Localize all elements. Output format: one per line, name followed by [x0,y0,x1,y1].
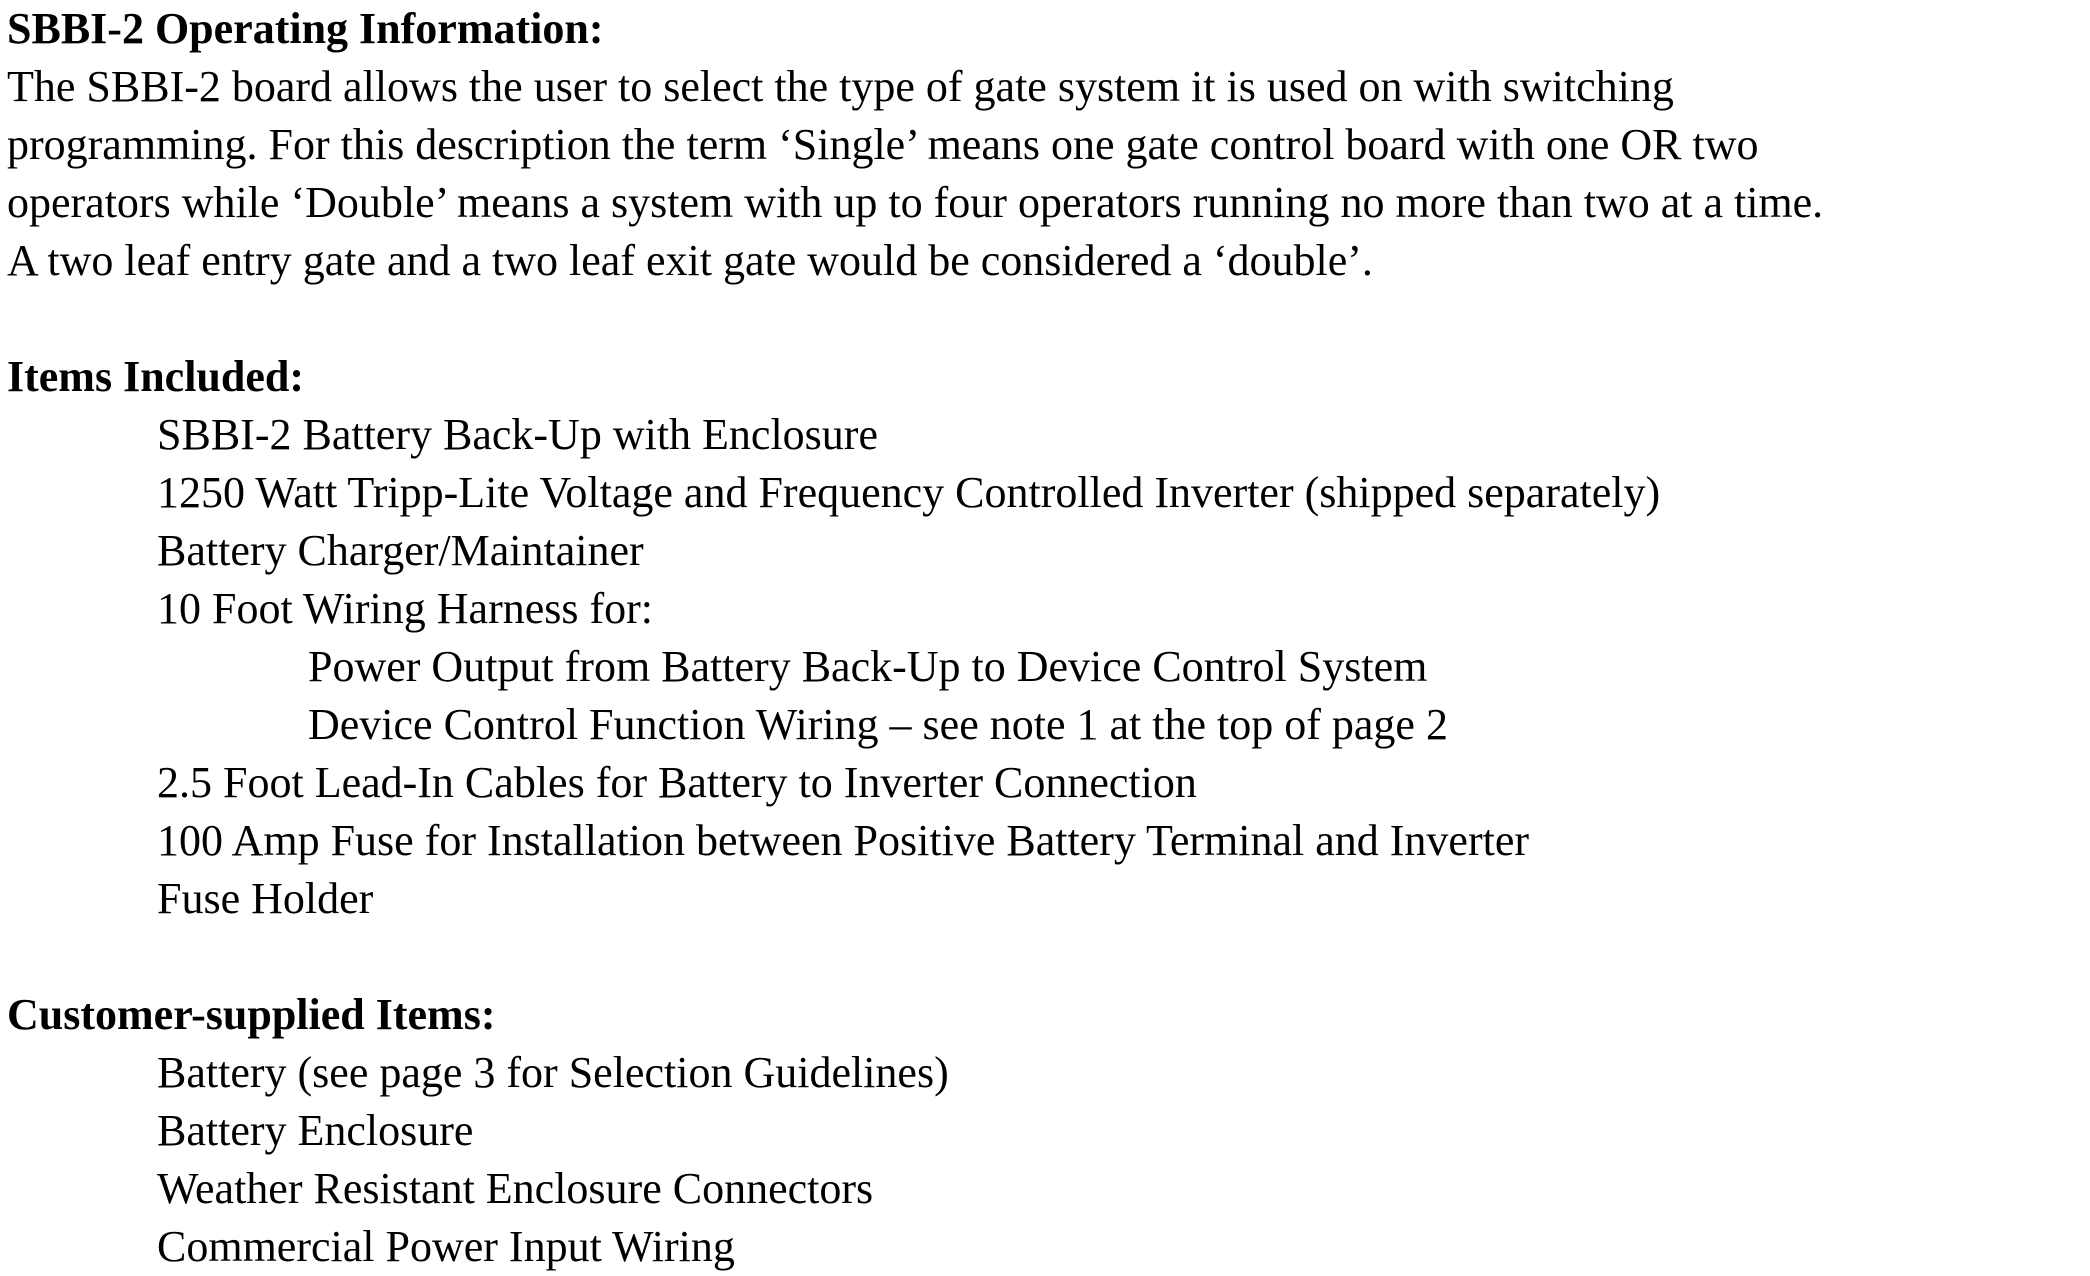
included-sub-item: Device Control Function Wiring – see note 1 at the top of page 2 [308,700,1448,749]
included-list-item: Battery Charger/Maintainer [157,526,644,575]
customer-list-item: Battery Enclosure [157,1106,474,1155]
included-sub-item: Power Output from Battery Back-Up to Device Control System [308,642,1428,691]
section-spacer [7,290,2090,348]
included-list-item: 2.5 Foot Lead-In Cables for Battery to Inverter Connection [157,758,1197,807]
operating-information-heading: SBBI-2 Operating Information: [7,4,604,53]
operating-paragraph-line: The SBBI-2 board allows the user to select the type of gate system it is used on with switching [7,62,1674,111]
included-list-item: Fuse Holder [157,874,374,923]
customer-supplied-section [7,986,2090,1276]
document-page [7,0,2090,1271]
operating-paragraph-line: A two leaf entry gate and a two leaf exit gate would be considered a ‘double’. [7,236,1373,285]
included-list-item: 100 Amp Fuse for Installation between Positive Battery Terminal and Inverter [157,816,1530,865]
items-included-section [7,348,2090,928]
customer-list-item: Weather Resistant Enclosure Connectors [157,1164,874,1213]
customer-list-item: Commercial Power Input Wiring [157,1222,735,1271]
customer-supplied-heading: Customer-supplied Items: [7,990,496,1039]
operating-information-section [7,0,2090,290]
items-included-heading: Items Included: [7,352,305,401]
customer-list-item: Battery (see page 3 for Selection Guidelines) [157,1048,949,1097]
operating-paragraph-line: programming. For this description the term ‘Single’ means one gate control board with one OR two [7,120,1759,169]
included-list-item: 10 Foot Wiring Harness for: [157,584,654,633]
section-spacer [7,928,2090,986]
included-list-item: 1250 Watt Tripp-Lite Voltage and Frequency Controlled Inverter (shipped separately) [157,468,1661,517]
operating-paragraph-line: operators while ‘Double’ means a system with up to four operators running no more than two at a time. [7,178,1824,227]
included-list-item: SBBI-2 Battery Back-Up with Enclosure [157,410,878,459]
